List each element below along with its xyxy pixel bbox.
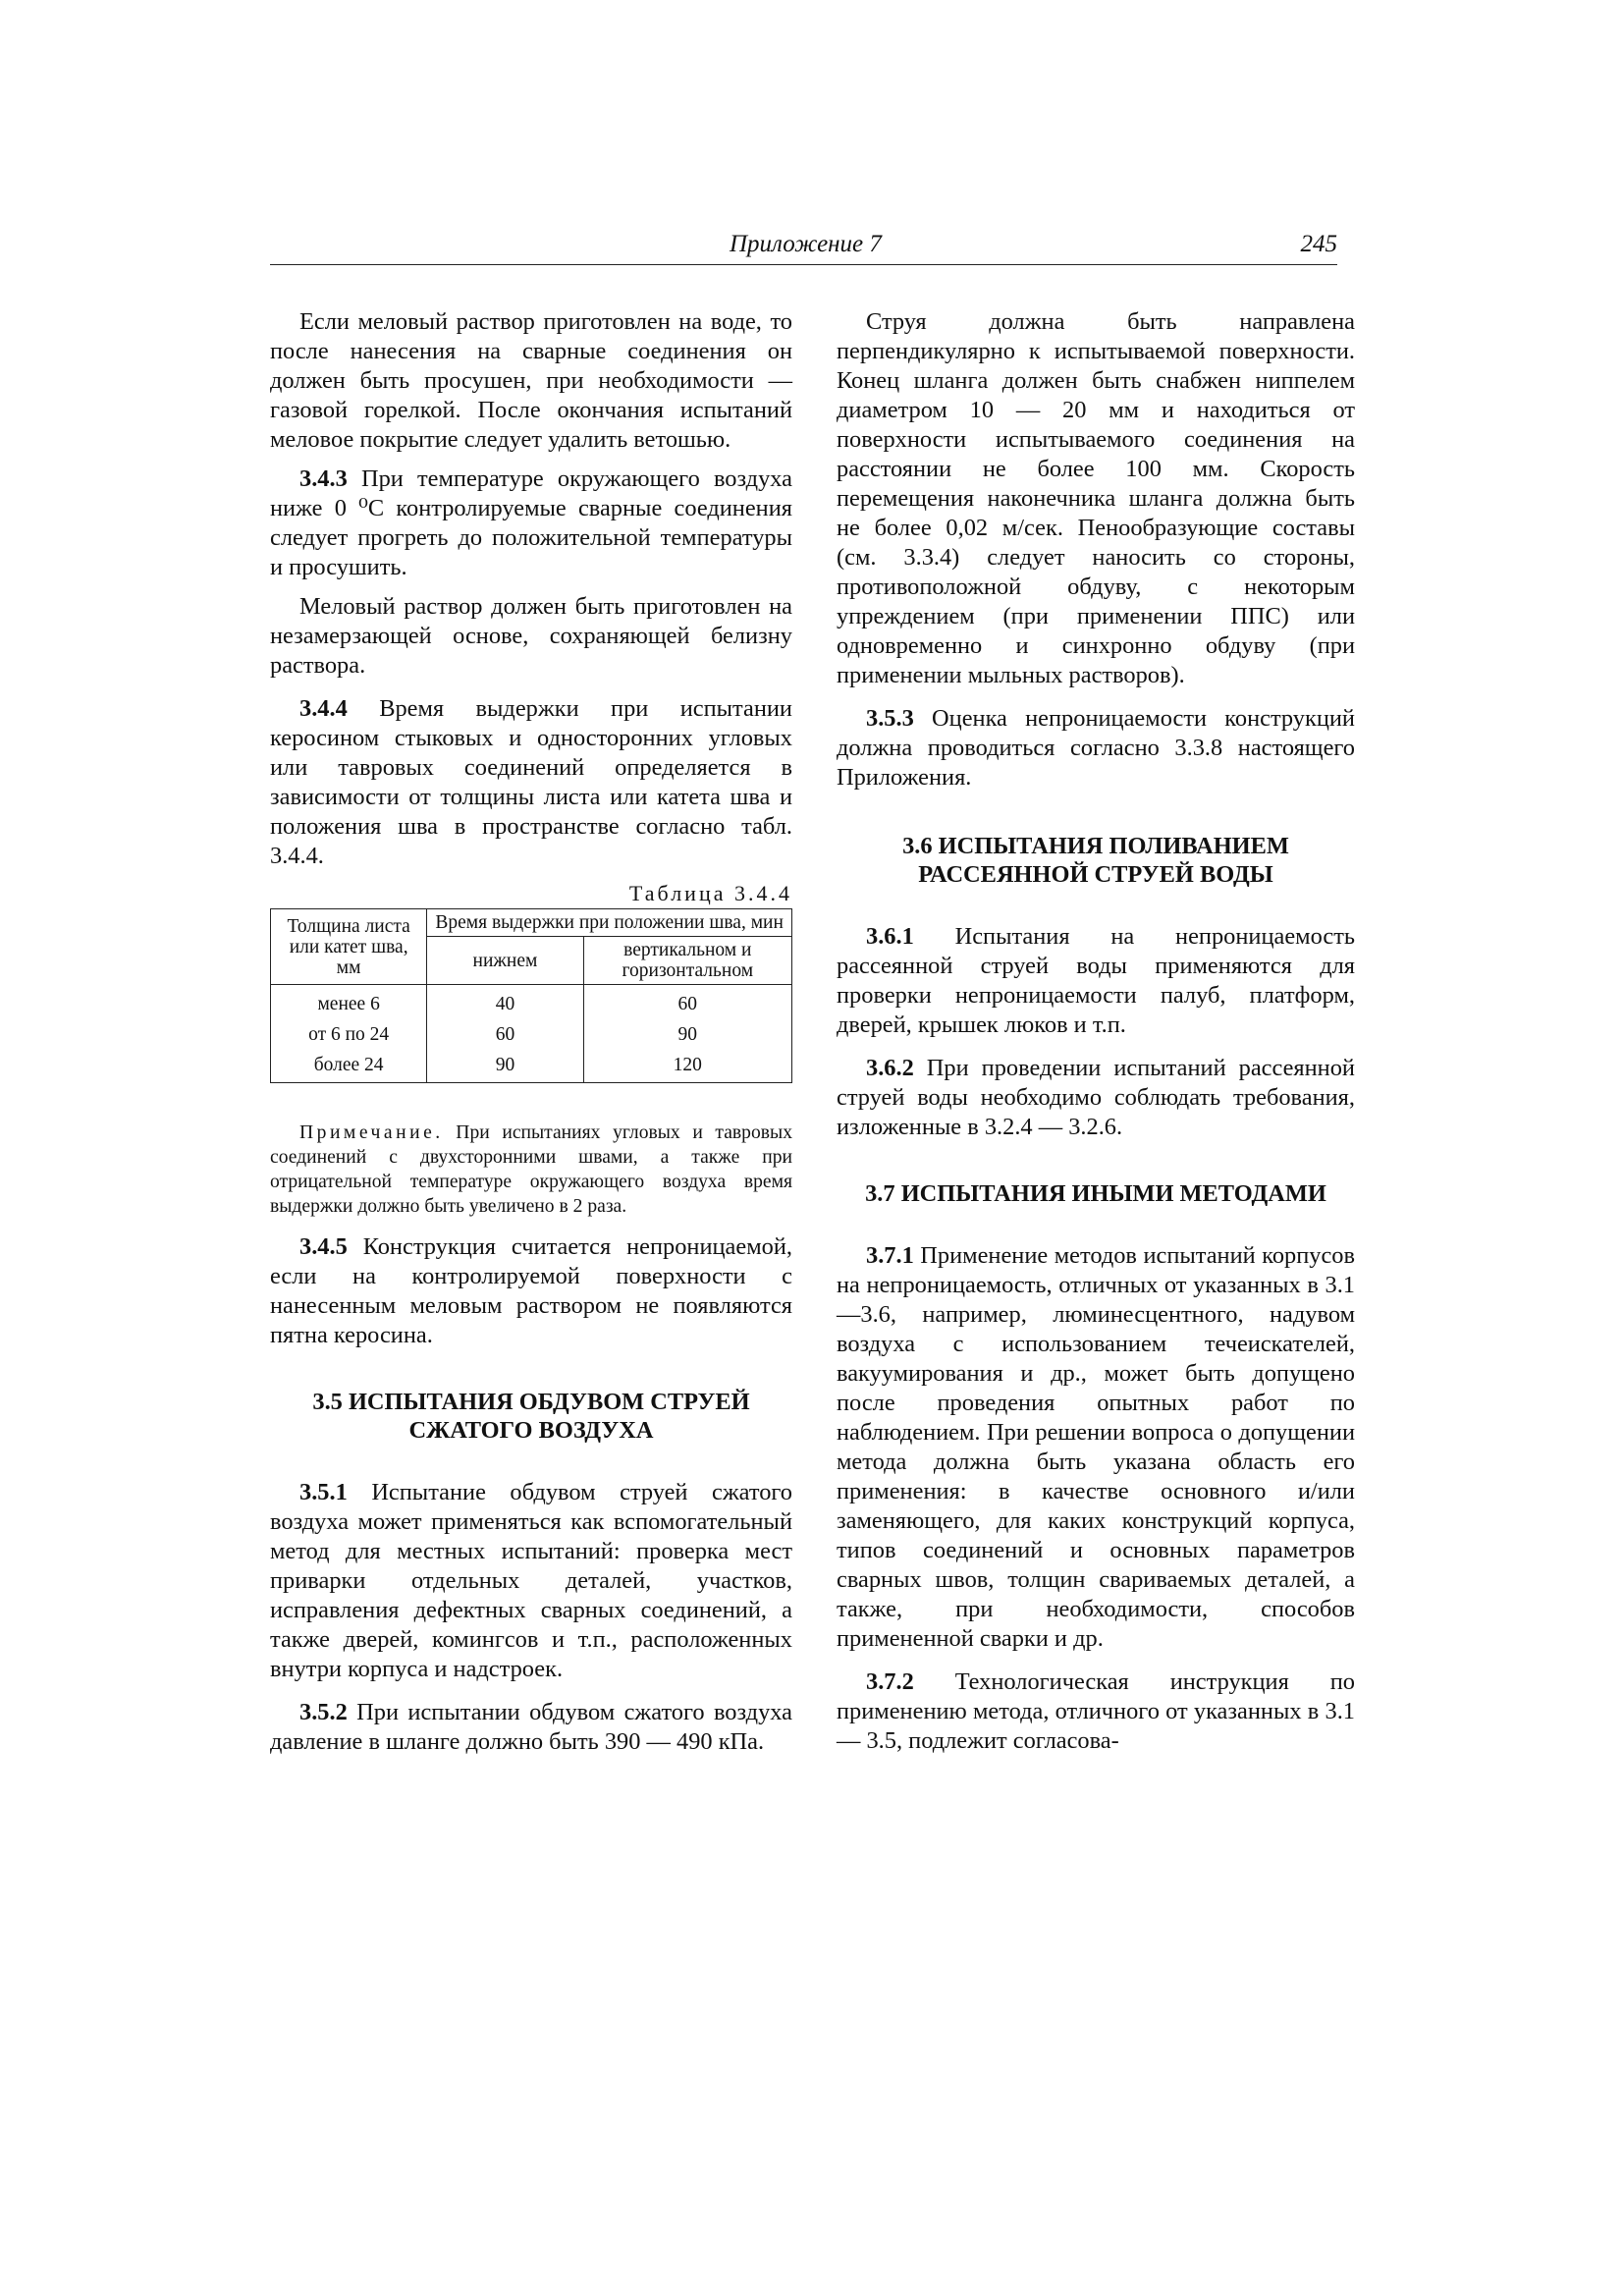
- clause-number: 3.6.1: [866, 923, 914, 950]
- header-exposure-time: Время выдержки при положении шва, мин: [427, 909, 792, 937]
- clause-text: Время выдержки при испытании керосином стыковых и односторонних угловых или тавровых соединений определяется в зависимости от толщины листа или катета шва и положения шва в пространстве согласно табл. 3.4.4.: [270, 695, 792, 869]
- running-title: Приложение 7: [730, 231, 882, 257]
- paragraph: Струя должна быть направлена перпендикулярно к испытываемой поверхности. Конец шланга должен быть снабжен ниппелем диаметром 10 — 20 мм и находиться от поверхности испытываемого соединения на расстоянии не более 100 мм. Скорость перемещения наконечника шланга должна быть не более 0,02 м/сек. Пенообразующие составы (см. 3.3.4) следует наносить со стороны, противоположной обдуву, с некоторым упреждением (при применении ППС) или одновременно и синхронно обдуву (при применении мыльных растворов).: [837, 308, 1355, 688]
- table-caption: Таблица 3.4.4: [628, 881, 792, 905]
- page-header: [270, 229, 1337, 265]
- paragraph-3-5-3: [837, 704, 1355, 793]
- paragraph-3-4-5: [270, 1232, 792, 1350]
- header-lower: нижнем: [427, 937, 583, 985]
- header-vertical: вертикальном и горизонтальном: [583, 937, 791, 985]
- cell-lower: 60: [427, 1019, 583, 1050]
- cell-vertical: 90: [583, 1019, 791, 1050]
- left-column: [270, 307, 792, 1767]
- cell-vertical: 60: [583, 985, 791, 1020]
- clause-text: Испытание обдувом струей сжатого воздуха может применяться как вспомогательный метод для местных испытаний: проверка мест приварки отдельных деталей, участков, исправления дефектных сварных соединений, а также дверей, комингсов и т.п., расположенных внутри корпуса и надстроек.: [270, 1479, 792, 1682]
- clause-text: Применение методов испытаний корпусов на непроницаемость, отличных от указанных в 3.1—3.6, например, люминесцентного, надувом воздуха с использованием течеискателей, вакуумирования и др., может быть допущено после проведения опытных работ по наблюдением. При решении вопроса о допущении метода должна быть указана область его применения: в качестве основного и/или заменяющего, для каких конструкций корпуса, типов соединений и основных параметров сварных швов, толщин свариваемых деталей, а также, при необходимости, способов примененной сварки и др.: [837, 1242, 1355, 1652]
- clause-text: При проведении испытаний рассеянной струей воды необходимо соблюдать требования, изложенные в 3.2.4 — 3.2.6.: [837, 1055, 1355, 1140]
- paragraph-3-5-1: [270, 1478, 792, 1684]
- cell-lower: 90: [427, 1050, 583, 1083]
- note-label: Примечание.: [299, 1122, 444, 1143]
- paragraph: Если меловый раствор приготовлен на воде, то после нанесения на сварные соединения он должен быть просушен, при необходимости — газовой горелкой. После окончания испытаний меловое покрытие следует удалить ветошью.: [270, 308, 792, 453]
- section-heading-3-7: 3.7 ИСПЫТАНИЯ ИНЫМИ МЕТОДАМИ: [865, 1180, 1326, 1207]
- clause-number: 3.6.2: [866, 1055, 914, 1081]
- paragraph-3-4-3: [270, 465, 792, 582]
- cell-thickness: от 6 по 24: [271, 1019, 427, 1050]
- clause-text: При испытании обдувом сжатого воздуха давление в шланге должно быть 390 — 490 кПа.: [270, 1699, 792, 1755]
- paragraph-3-7-1: [837, 1241, 1355, 1654]
- clause-text: Оценка непроницаемости конструкций должна проводиться согласно 3.3.8 настоящего Приложения.: [837, 705, 1355, 791]
- table-row: [271, 1050, 792, 1083]
- table-row: [271, 985, 792, 1020]
- clause-text: Конструкция считается непроницаемой, если на контролируемой поверхности с нанесенным меловым раствором не появляются пятна керосина.: [270, 1233, 792, 1348]
- section-heading-3-5: 3.5 ИСПЫТАНИЯ ОБДУВОМ СТРУЕЙ СЖАТОГО ВОЗДУХА: [312, 1389, 750, 1444]
- paragraph-3-7-2: [837, 1667, 1355, 1756]
- paragraph-3-6-2: [837, 1054, 1355, 1142]
- cell-thickness: более 24: [271, 1050, 427, 1083]
- table-note: [270, 1121, 792, 1219]
- table-row: [271, 1019, 792, 1050]
- clause-number: 3.4.4: [299, 695, 348, 722]
- clause-number: 3.5.3: [866, 705, 914, 732]
- clause-number: 3.5.1: [299, 1479, 348, 1505]
- clause-number: 3.4.5: [299, 1233, 348, 1260]
- right-column: [837, 307, 1355, 1766]
- clause-text: При температуре окружающего воздуха ниже 0 ⁰С контролируемые сварные соединения следует прогреть до положительной температуры и просушить.: [270, 465, 792, 580]
- clause-number: 3.5.2: [299, 1699, 348, 1725]
- paragraph: Меловый раствор должен быть приготовлен на незамерзающей основе, сохраняющей белизну раствора.: [270, 593, 792, 679]
- clause-number: 3.4.3: [299, 465, 348, 492]
- paragraph-3-5-2: [270, 1698, 792, 1757]
- cell-vertical: 120: [583, 1050, 791, 1083]
- header-thickness: Толщина листа или катет шва, мм: [271, 909, 427, 985]
- clause-text: Испытания на непроницаемость рассеянной струей воды применяются для проверки непроницаемости палуб, платформ, дверей, крышек люков и т.п.: [837, 923, 1355, 1038]
- section-heading-3-6: 3.6 ИСПЫТАНИЯ ПОЛИВАНИЕМ РАССЕЯННОЙ СТРУЕЙ ВОДЫ: [902, 833, 1289, 888]
- exposure-time-table: [270, 908, 792, 1083]
- paragraph-3-4-4: [270, 694, 792, 871]
- page-number: 245: [1300, 231, 1337, 257]
- clause-text: Технологическая инструкция по применению метода, отличного от указанных в 3.1 — 3.5, подлежит согласова-: [837, 1668, 1355, 1754]
- clause-number: 3.7.2: [866, 1668, 914, 1695]
- cell-lower: 40: [427, 985, 583, 1020]
- cell-thickness: менее 6: [271, 985, 427, 1020]
- paragraph-3-6-1: [837, 922, 1355, 1040]
- clause-number: 3.7.1: [866, 1242, 914, 1269]
- note-text: При испытаниях угловых и тавровых соединений с двухсторонними швами, а также при отрицательной температуре окружающего воздуха время выдержки должно быть увеличено в 2 раза.: [270, 1122, 792, 1217]
